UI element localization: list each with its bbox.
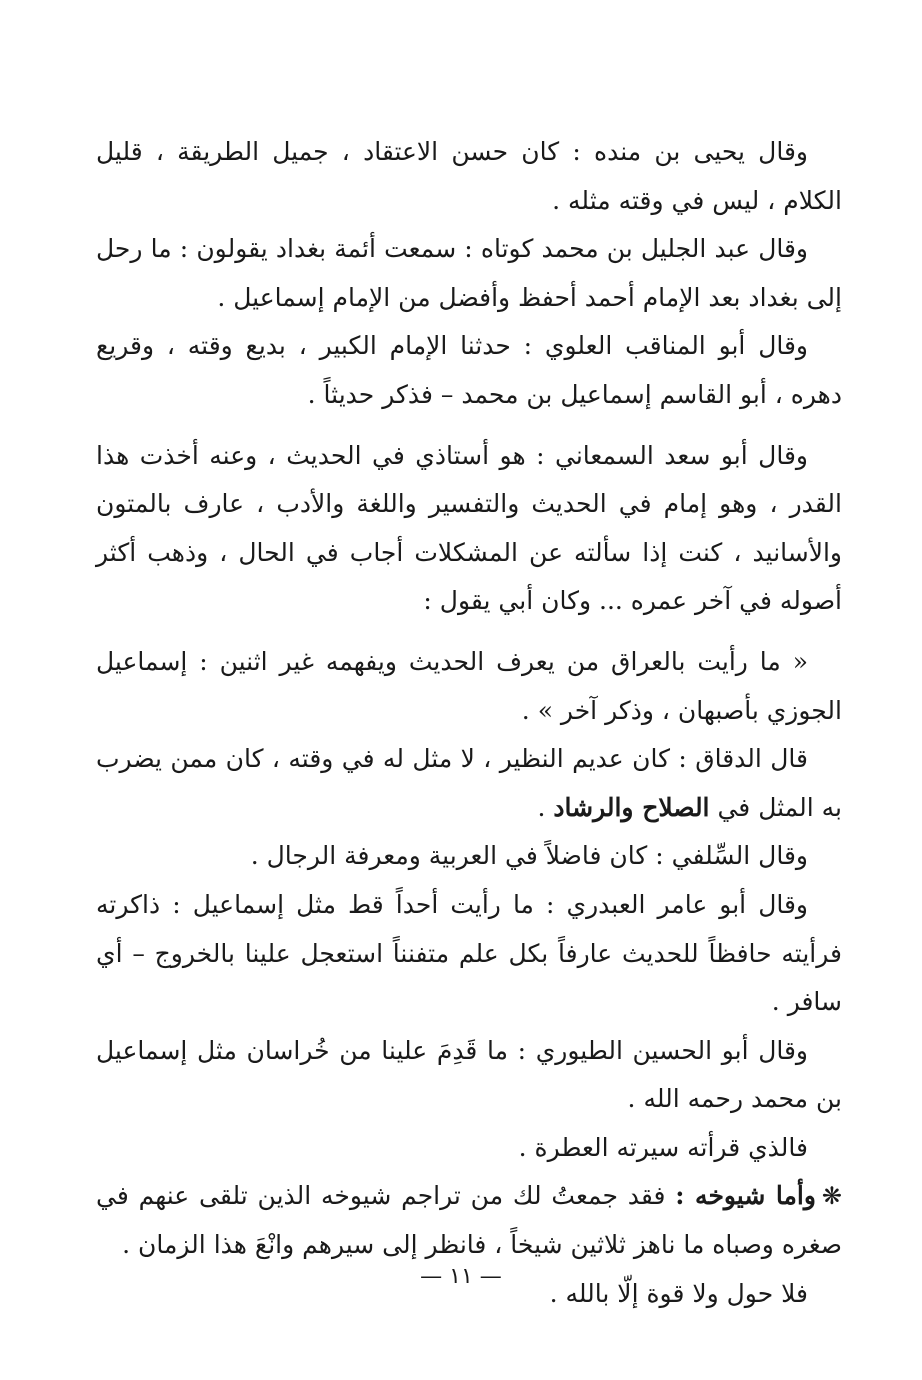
paragraph-teachers	[96, 1172, 842, 1269]
paragraph-samani: وقال أبو سعد السمعاني : هو أستاذي في الحديث ، وعنه أخذت هذا القدر ، وهو إمام في الحديث والتفسير واللغة والأدب ، عارف بالمتون والأسانيد ، كنت إذا سألته عن المشكلات أجاب في الحال ، وذهب أكثر أصوله في آخر عمره ... وكان أبي يقول :	[96, 440, 842, 616]
paragraph-quote: « ما رأيت بالعراق من يعرف الحديث ويفهمه غير اثنين : إسماعيل الجوزي بأصبهان ، وذكر آخر » .	[96, 646, 842, 725]
teachers-text: فقد جمعتُ لك من تراجم شيوخه الذين تلقى عنهم في صغره وصباه ما ناهز ثلاثين شيخاً ، فانظر إلى سيرهم وانْعَ هذا الزمان .	[96, 1181, 842, 1260]
page-number: — ١١ —	[420, 1264, 502, 1289]
paragraph-abd-al-jalil: وقال عبد الجليل بن محمد كوتاه : سمعت أئمة بغداد يقولون : ما رحل إلى بغداد بعد الإمام أحمد أحفظ وأفضل من الإمام إسماعيل .	[96, 234, 842, 312]
page-body	[96, 128, 842, 1318]
paragraph-conclusion: فالذي قرأته سيرته العطرة .	[518, 1132, 808, 1162]
paragraph-closing: فلا حول ولا قوة إلّا بالله .	[549, 1278, 808, 1308]
paragraph-daqqaq	[96, 735, 842, 832]
paragraph-abu-al-manaqib: وقال أبو المناقب العلوي : حدثنا الإمام الكبير ، بديع وقته ، وقريع دهره ، أبو القاسم إسماعيل بن محمد – فذكر حديثاً .	[96, 331, 842, 409]
star-icon: ❋	[821, 1182, 842, 1211]
daqqaq-text: قال الدقاق : كان عديم النظير ، لا مثل له في وقته ، كان ممن يضرب به المثل في	[96, 744, 842, 822]
paragraph-yahya: وقال يحيى بن منده : كان حسن الاعتقاد ، جميل الطريقة ، قليل الكلام ، ليس في وقته مثله .	[96, 137, 842, 215]
teachers-heading: وأما شيوخه :	[675, 1181, 816, 1211]
daqqaq-end: .	[537, 792, 554, 822]
paragraph-abdari: وقال أبو عامر العبدري : ما رأيت أحداً قط مثل إسماعيل : ذاكرته فرأيته حافظاً للحديث عارفاً بكل علم متفنناً استعجل علينا بالخروج – أي سافر .	[96, 889, 842, 1017]
daqqaq-bold: الصلاح والرشاد	[553, 792, 710, 822]
paragraph-silafi: وقال السِّلفي : كان فاضلاً في العربية ومعرفة الرجال .	[250, 841, 808, 871]
paragraph-tuyuri: وقال أبو الحسين الطيوري : ما قَدِمَ علينا من خُراسان مثل إسماعيل بن محمد رحمه الله .	[96, 1035, 842, 1114]
